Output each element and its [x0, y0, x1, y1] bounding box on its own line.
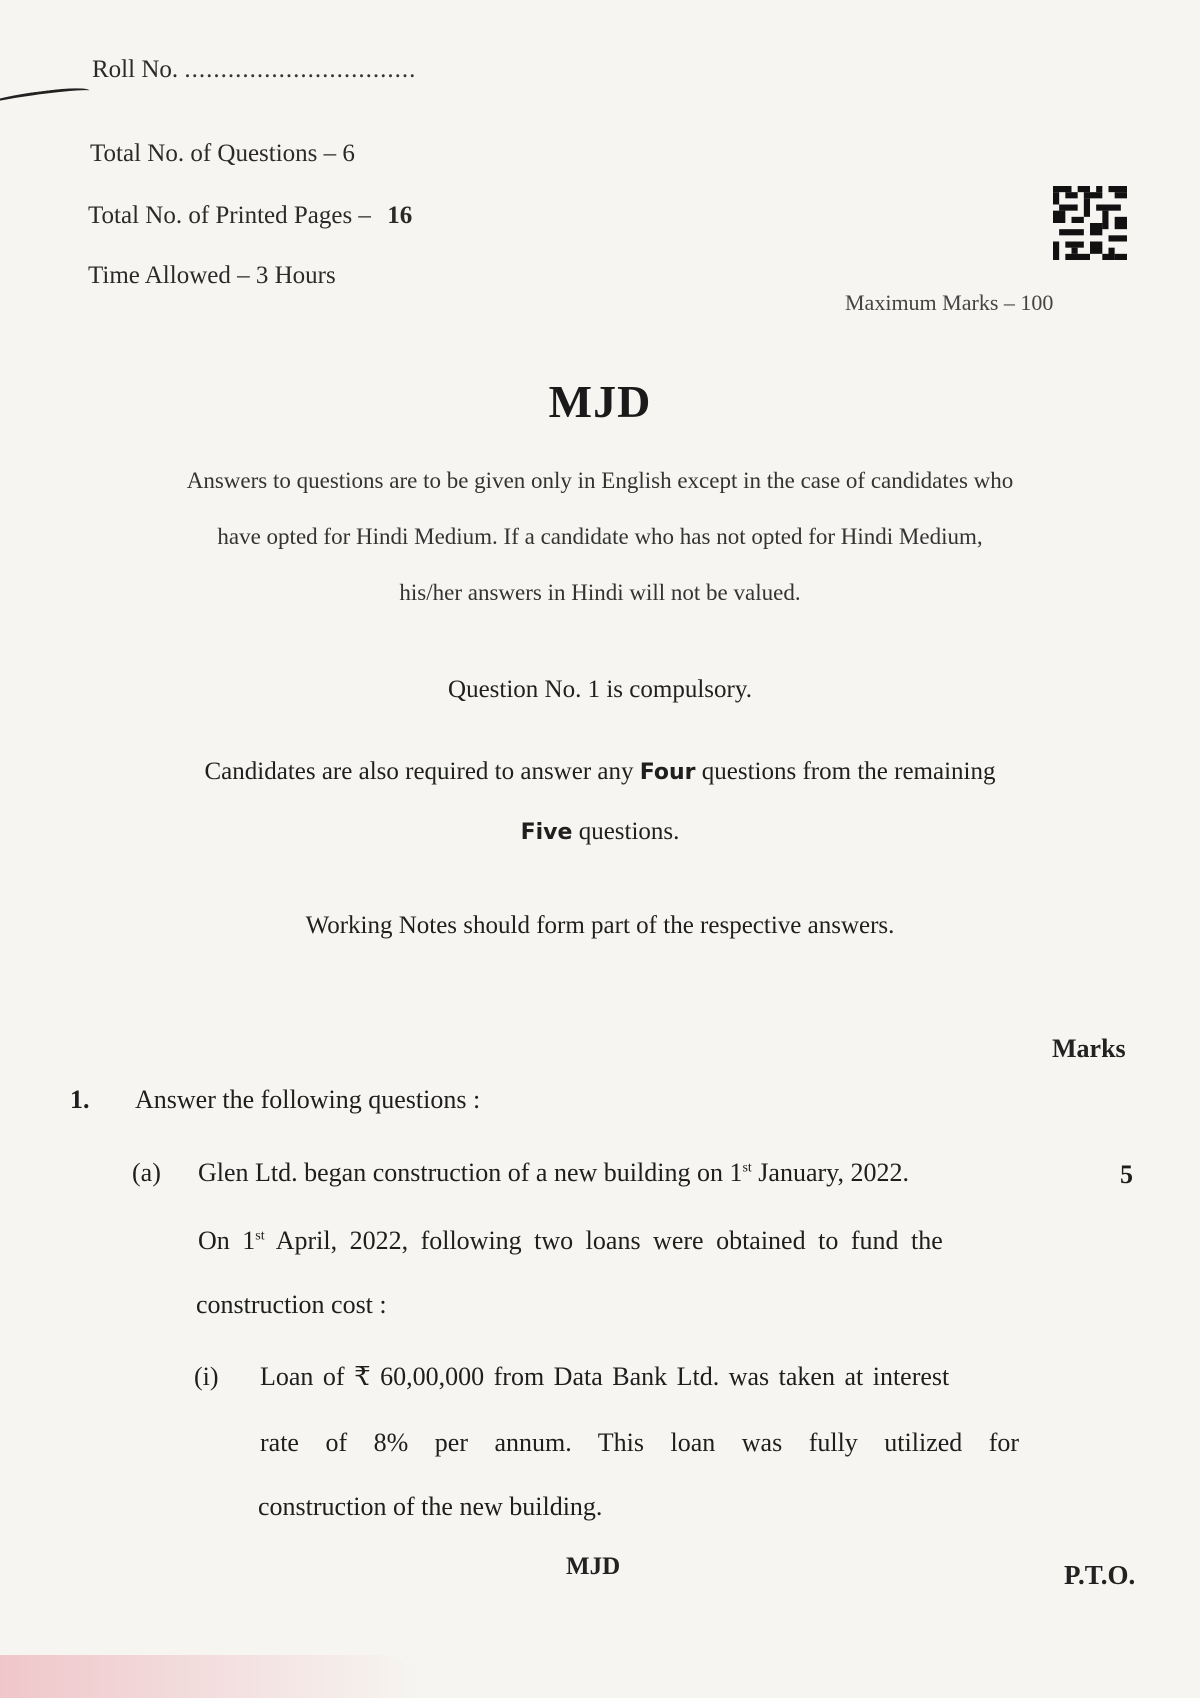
total-questions: Total No. of Questions – 6 [90, 140, 355, 167]
paper-title: MJD [548, 376, 652, 427]
maximum-marks: Maximum Marks – 100 [845, 290, 1054, 315]
part-a-label: (a) [132, 1158, 161, 1187]
sub-i-line-2: rate of 8% per annum. This loan was fully utilized for [260, 1428, 1020, 1457]
part-a-line-2-post: April, 2022, following two loans were obtained to fund the [264, 1226, 943, 1255]
page-stain [0, 1655, 420, 1698]
footer-code: MJD [566, 1553, 621, 1580]
working-notes-instruction: Working Notes should form part of the respective answers. [305, 912, 895, 939]
part-a-line-2 [198, 1226, 943, 1256]
time-allowed: Time Allowed – 3 Hours [88, 262, 336, 289]
language-instruction-line-3: his/her answers in Hindi will not be valued. [399, 580, 801, 605]
choice-instruction-line-1 [60, 758, 1140, 786]
language-instruction-line-2: have opted for Hindi Medium. If a candidate who has not opted for Hindi Medium, [217, 524, 983, 549]
total-pages-label: Total No. of Printed Pages – [88, 202, 371, 229]
sub-i-line-3: construction of the new building. [258, 1492, 603, 1521]
sub-i-line-1: Loan of ₹ 60,00,000 from Data Bank Ltd. was taken at interest [260, 1362, 950, 1391]
choice-bold: Four [639, 760, 696, 785]
roll-label: Roll No. [92, 56, 179, 83]
roll-dots: ................................ [184, 56, 417, 83]
compulsory-instruction: Question No. 1 is compulsory. [448, 676, 752, 703]
total-pages-value: 16 [387, 202, 413, 229]
question-text: Answer the following questions : [135, 1085, 481, 1114]
choice2-post: questions. [578, 818, 680, 845]
choice-instruction-line-2 [60, 818, 1140, 846]
choice-pre: Candidates are also required to answer any [204, 758, 634, 785]
part-a-line-1-post: January, 2022. [751, 1158, 909, 1187]
part-a-line-2-sup: st [255, 1228, 265, 1244]
total-pages-line [88, 202, 412, 230]
part-a-line-1-pre: Glen Ltd. began construction of a new building on 1 [198, 1158, 743, 1187]
sub-i-label: (i) [194, 1362, 219, 1391]
qr-code-icon [1053, 186, 1127, 260]
roll-number-line [92, 56, 416, 84]
marks-column-header: Marks [1052, 1034, 1126, 1063]
choice2-bold: Five [520, 820, 573, 845]
choice-post: questions from the remaining [701, 758, 996, 785]
part-a-line-1 [198, 1158, 909, 1188]
language-instruction-line-1: Answers to questions are to be given only in English except in the case of candidates who [186, 468, 1014, 493]
question-number: 1. [70, 1085, 90, 1114]
part-a-line-2-pre: On 1 [198, 1226, 256, 1255]
footer-pto: P.T.O. [1064, 1560, 1136, 1590]
part-a-line-3: construction cost : [196, 1290, 387, 1319]
pen-mark [0, 85, 90, 111]
part-a-line-1-sup: st [742, 1160, 752, 1176]
part-a-marks: 5 [1120, 1160, 1133, 1189]
